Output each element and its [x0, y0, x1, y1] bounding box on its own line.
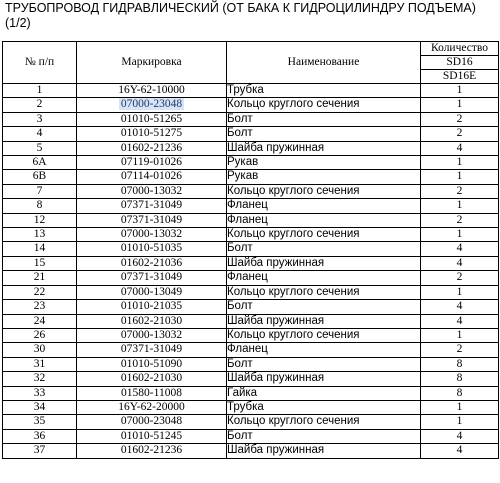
table-row [3, 372, 499, 386]
row-marking: 07119-01026 [77, 156, 227, 170]
row-number: 32 [3, 372, 77, 386]
row-quantity: 1 [421, 228, 499, 242]
row-quantity: 1 [421, 199, 499, 213]
row-name: Кольцо круглого сечения [227, 184, 421, 198]
row-number: 34 [3, 400, 77, 414]
row-number: 7 [3, 184, 77, 198]
row-quantity: 4 [421, 429, 499, 443]
document-title [5, 1, 497, 31]
title-line-1: ТРУБОПРОВОД ГИДРАВЛИЧЕСКИЙ (ОТ БАКА К ГИДРОЦИЛИНДРУ ПОДЪЕМА) [5, 1, 476, 15]
row-quantity: 4 [421, 242, 499, 256]
row-quantity: 1 [421, 400, 499, 414]
row-marking: 01010-21035 [77, 300, 227, 314]
row-name: Фланец [227, 343, 421, 357]
row-number: 21 [3, 271, 77, 285]
row-name: Болт [227, 242, 421, 256]
row-name: Шайба пружинная [227, 314, 421, 328]
row-number: 5 [3, 141, 77, 155]
table-row [3, 242, 499, 256]
title-line-2: (1/2) [5, 16, 31, 30]
table-row [3, 415, 499, 429]
row-number: 13 [3, 228, 77, 242]
row-name: Кольцо круглого сечения [227, 98, 421, 112]
row-quantity: 2 [421, 271, 499, 285]
table-row [3, 300, 499, 314]
table-row [3, 112, 499, 126]
row-quantity: 2 [421, 213, 499, 227]
row-number: 37 [3, 444, 77, 458]
header-num: № п/п [3, 42, 77, 84]
row-number: 2 [3, 98, 77, 112]
row-name: Гайка [227, 386, 421, 400]
row-name: Болт [227, 357, 421, 371]
row-name: Болт [227, 429, 421, 443]
row-number: 30 [3, 343, 77, 357]
row-quantity: 8 [421, 386, 499, 400]
row-name: Кольцо круглого сечения [227, 228, 421, 242]
row-number: 4 [3, 127, 77, 141]
row-marking: 07371-31049 [77, 271, 227, 285]
table-row [3, 213, 499, 227]
row-marking: 07000-23048 [77, 415, 227, 429]
table-row [3, 84, 499, 98]
row-number: 8 [3, 199, 77, 213]
row-marking: 07371-31049 [77, 199, 227, 213]
row-quantity: 2 [421, 343, 499, 357]
highlighted-marking: 07000-23048 [120, 98, 183, 111]
table-row [3, 141, 499, 155]
row-quantity: 4 [421, 444, 499, 458]
table-row [3, 400, 499, 414]
row-name: Кольцо круглого сечения [227, 415, 421, 429]
row-name: Шайба пружинная [227, 141, 421, 155]
row-marking: 01010-51035 [77, 242, 227, 256]
table-row [3, 170, 499, 184]
row-marking: 07114-01026 [77, 170, 227, 184]
parts-table-body [3, 84, 499, 459]
row-marking: 07000-13032 [77, 184, 227, 198]
row-marking: 01580-11008 [77, 386, 227, 400]
row-marking: 16Y-62-10000 [77, 84, 227, 98]
row-quantity: 1 [421, 170, 499, 184]
row-name: Кольцо круглого сечения [227, 328, 421, 342]
row-marking: 07371-31049 [77, 213, 227, 227]
row-marking: 01602-21236 [77, 141, 227, 155]
header-mark: Маркировка [77, 42, 227, 84]
row-quantity: 1 [421, 415, 499, 429]
row-marking: 07371-31049 [77, 343, 227, 357]
table-row [3, 98, 499, 112]
row-number: 33 [3, 386, 77, 400]
table-row [3, 156, 499, 170]
row-name: Шайба пружинная [227, 372, 421, 386]
row-number: 31 [3, 357, 77, 371]
row-quantity: 8 [421, 357, 499, 371]
table-row [3, 285, 499, 299]
row-marking: 01010-51265 [77, 112, 227, 126]
table-row [3, 328, 499, 342]
row-name: Кольцо круглого сечения [227, 285, 421, 299]
row-marking: 01010-51245 [77, 429, 227, 443]
table-row [3, 127, 499, 141]
header-model-1: SD16 [421, 56, 499, 70]
row-quantity: 4 [421, 141, 499, 155]
row-name: Болт [227, 127, 421, 141]
row-marking: 01010-51275 [77, 127, 227, 141]
row-quantity: 8 [421, 372, 499, 386]
row-marking: 16Y-62-20000 [77, 400, 227, 414]
header-name: Наименование [227, 42, 421, 84]
row-marking: 07000-13032 [77, 328, 227, 342]
row-quantity: 2 [421, 184, 499, 198]
row-quantity: 1 [421, 328, 499, 342]
row-quantity: 2 [421, 112, 499, 126]
table-row [3, 386, 499, 400]
row-quantity: 4 [421, 314, 499, 328]
row-name: Шайба пружинная [227, 444, 421, 458]
row-name: Фланец [227, 271, 421, 285]
row-marking: 01602-21236 [77, 444, 227, 458]
row-number: 6B [3, 170, 77, 184]
row-marking [77, 98, 227, 112]
row-quantity: 1 [421, 84, 499, 98]
row-marking: 07000-13032 [77, 228, 227, 242]
row-number: 23 [3, 300, 77, 314]
row-name: Болт [227, 112, 421, 126]
table-row [3, 271, 499, 285]
row-name: Болт [227, 300, 421, 314]
row-number: 6A [3, 156, 77, 170]
header-row [3, 42, 499, 56]
table-row [3, 199, 499, 213]
row-name: Трубка [227, 400, 421, 414]
row-name: Фланец [227, 199, 421, 213]
table-row [3, 314, 499, 328]
row-marking: 01602-21030 [77, 314, 227, 328]
row-number: 24 [3, 314, 77, 328]
table-row [3, 429, 499, 443]
row-quantity: 4 [421, 256, 499, 270]
table-row [3, 184, 499, 198]
table-row [3, 256, 499, 270]
parts-table [2, 41, 499, 459]
row-number: 14 [3, 242, 77, 256]
row-quantity: 2 [421, 127, 499, 141]
row-quantity: 1 [421, 285, 499, 299]
row-quantity: 1 [421, 156, 499, 170]
row-marking: 07000-13049 [77, 285, 227, 299]
table-row [3, 343, 499, 357]
table-row [3, 228, 499, 242]
row-number: 15 [3, 256, 77, 270]
header-qty: Количество [421, 42, 499, 56]
row-number: 35 [3, 415, 77, 429]
row-number: 22 [3, 285, 77, 299]
row-marking: 01010-51090 [77, 357, 227, 371]
header-model-2: SD16E [421, 70, 499, 84]
row-number: 3 [3, 112, 77, 126]
table-row [3, 357, 499, 371]
row-name: Фланец [227, 213, 421, 227]
row-marking: 01602-21036 [77, 256, 227, 270]
row-name: Трубка [227, 84, 421, 98]
row-name: Рукав [227, 156, 421, 170]
row-quantity: 4 [421, 300, 499, 314]
row-quantity: 1 [421, 98, 499, 112]
row-number: 36 [3, 429, 77, 443]
row-number: 26 [3, 328, 77, 342]
row-name: Рукав [227, 170, 421, 184]
table-row [3, 444, 499, 458]
row-name: Шайба пружинная [227, 256, 421, 270]
row-number: 1 [3, 84, 77, 98]
row-marking: 01602-21030 [77, 372, 227, 386]
row-number: 12 [3, 213, 77, 227]
